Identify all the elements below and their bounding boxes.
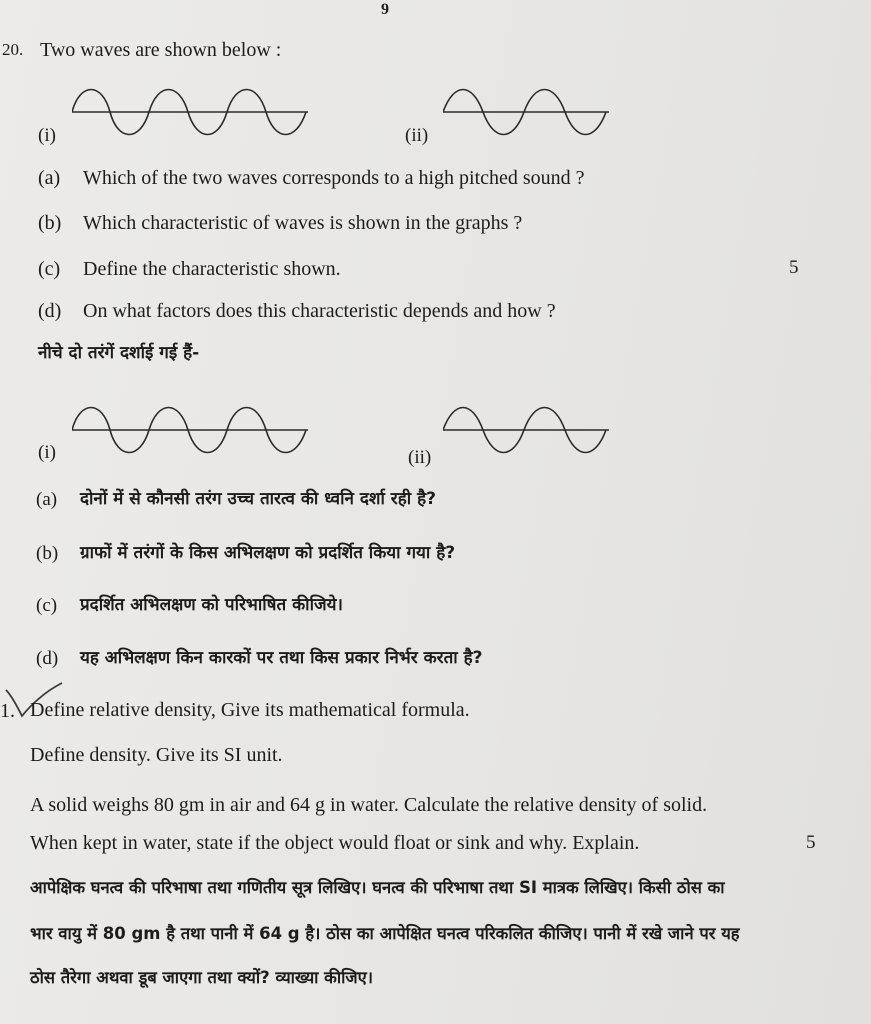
hindi-part-c-text: प्रदर्शित अभिलक्षण को परिभाषित कीजिये। [80, 595, 343, 615]
question-marks: 5 [789, 257, 799, 278]
part-b-label: (b) [38, 212, 62, 234]
question-marks: 5 [806, 832, 816, 853]
hindi-wave-diagram-low-frequency [443, 402, 611, 458]
hindi-wave-diagram-high-frequency [72, 402, 310, 458]
question-number: 1. [0, 700, 15, 722]
hindi-part-b-label: (b) [36, 543, 59, 564]
hindi-part-a-label: (a) [36, 489, 58, 510]
q21-hindi-line-1: आपेक्षिक घनत्व की परिभाषा तथा गणितीय सूत्र लिखिए। घनत्व की परिभाषा तथा SI मात्रक लिखिए। किसी ठोस का [30, 878, 725, 897]
hindi-part-a-text: दोनों में से कौनसी तरंग उच्च तारत्व की ध्वनि दर्शा रही है? [80, 489, 436, 509]
part-c-text: Define the characteristic shown. [83, 258, 341, 280]
part-a-label: (a) [38, 167, 61, 189]
wave-label-ii: (ii) [405, 125, 429, 146]
part-c-label: (c) [38, 258, 61, 280]
wave-label-i: (i) [38, 125, 56, 146]
hindi-part-d-label: (d) [36, 648, 59, 669]
hindi-part-b-text: ग्राफों में तरंगों के किस अभिलक्षण को प्रदर्शित किया गया है? [80, 543, 456, 563]
wave-diagram-low-frequency [443, 84, 611, 140]
hindi-wave-label-ii: (ii) [408, 447, 432, 468]
wave-diagram-high-frequency [72, 84, 310, 140]
question-stem: Two waves are shown below : [40, 39, 282, 61]
hindi-part-d-text: यह अभिलक्षण किन कारकों पर तथा किस प्रकार निर्भर करता है? [80, 648, 483, 668]
q21-hindi-line-2: भार वायु में 80 gm है तथा पानी में 64 g है। ठोस का आपेक्षित घनत्व परिकलित कीजिए। पानी में रखे जाने पर यह [30, 924, 740, 943]
hindi-wave-label-i: (i) [38, 442, 56, 463]
question-number: 20. [2, 40, 24, 59]
hindi-question-stem: नीचे दो तरंगें दर्शाई गई हैं- [38, 343, 200, 363]
hindi-part-c-label: (c) [36, 595, 58, 616]
q21-line-3: A solid weighs 80 gm in air and 64 g in water. Calculate the relative density of solid. [30, 794, 708, 816]
q21-line-4: When kept in water, state if the object would float or sink and why. Explain. [30, 832, 640, 854]
part-d-label: (d) [38, 300, 62, 322]
q21-hindi-line-3: ठोस तैरेगा अथवा डूब जाएगा तथा क्यों? व्याख्या कीजिए। [30, 968, 374, 987]
page-number: 9 [381, 1, 389, 18]
part-b-text: Which characteristic of waves is shown in the graphs ? [83, 212, 523, 234]
part-d-text: On what factors does this characteristic depends and how ? [83, 300, 556, 322]
q21-line-2: Define density. Give its SI unit. [30, 744, 283, 766]
q21-line-1: Define relative density, Give its mathematical formula. [30, 699, 470, 721]
part-a-text: Which of the two waves corresponds to a high pitched sound ? [83, 167, 585, 189]
